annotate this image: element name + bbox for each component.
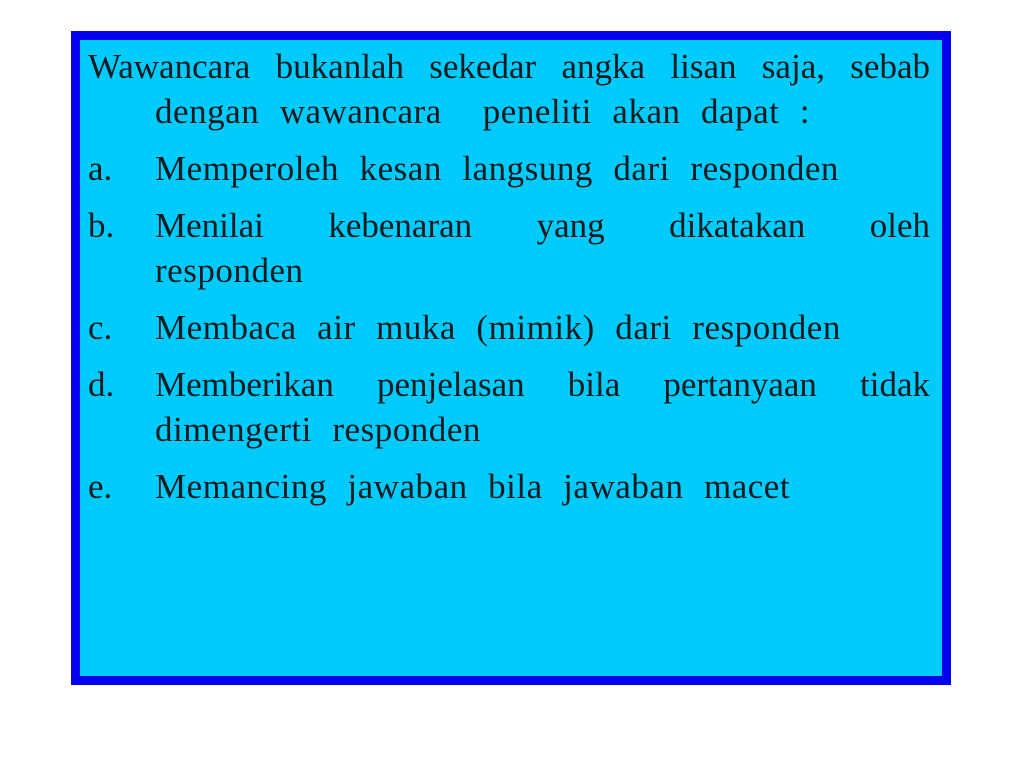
list-label-a: a.	[88, 149, 113, 188]
list-item-b-line-1: Menilai kebenaran yang dikatakan oleh	[155, 206, 930, 245]
intro-line-2: dengan wawancara peneliti akan dapat :	[155, 92, 811, 131]
list-label-e: e.	[88, 467, 113, 506]
intro-line-1: Wawancara bukanlah sekedar angka lisan saja, sebab	[88, 47, 930, 86]
list-item-c	[88, 305, 930, 350]
list-label-d: d.	[88, 365, 115, 404]
list-item-b-line-2: responden	[155, 251, 304, 290]
slide-text-block	[88, 44, 930, 521]
list-label-c: c.	[88, 308, 113, 347]
slide	[71, 31, 951, 685]
list-item-a-line-1: Memperoleh kesan langsung dari responden	[155, 149, 839, 188]
list-item-d-line-2: dimengerti responden	[155, 410, 481, 449]
intro-paragraph	[88, 44, 930, 134]
list-label-b: b.	[88, 206, 115, 245]
list-item-c-line-1: Membaca air muka (mimik) dari responden	[155, 308, 841, 347]
list-item-b	[88, 203, 930, 293]
list-item-e-line-1: Memancing jawaban bila jawaban macet	[155, 467, 791, 506]
list-item-d-line-1: Memberikan penjelasan bila pertanyaan tidak	[155, 365, 930, 404]
list-item-d	[88, 362, 930, 452]
list-item-a	[88, 146, 930, 191]
list-item-e	[88, 464, 930, 509]
